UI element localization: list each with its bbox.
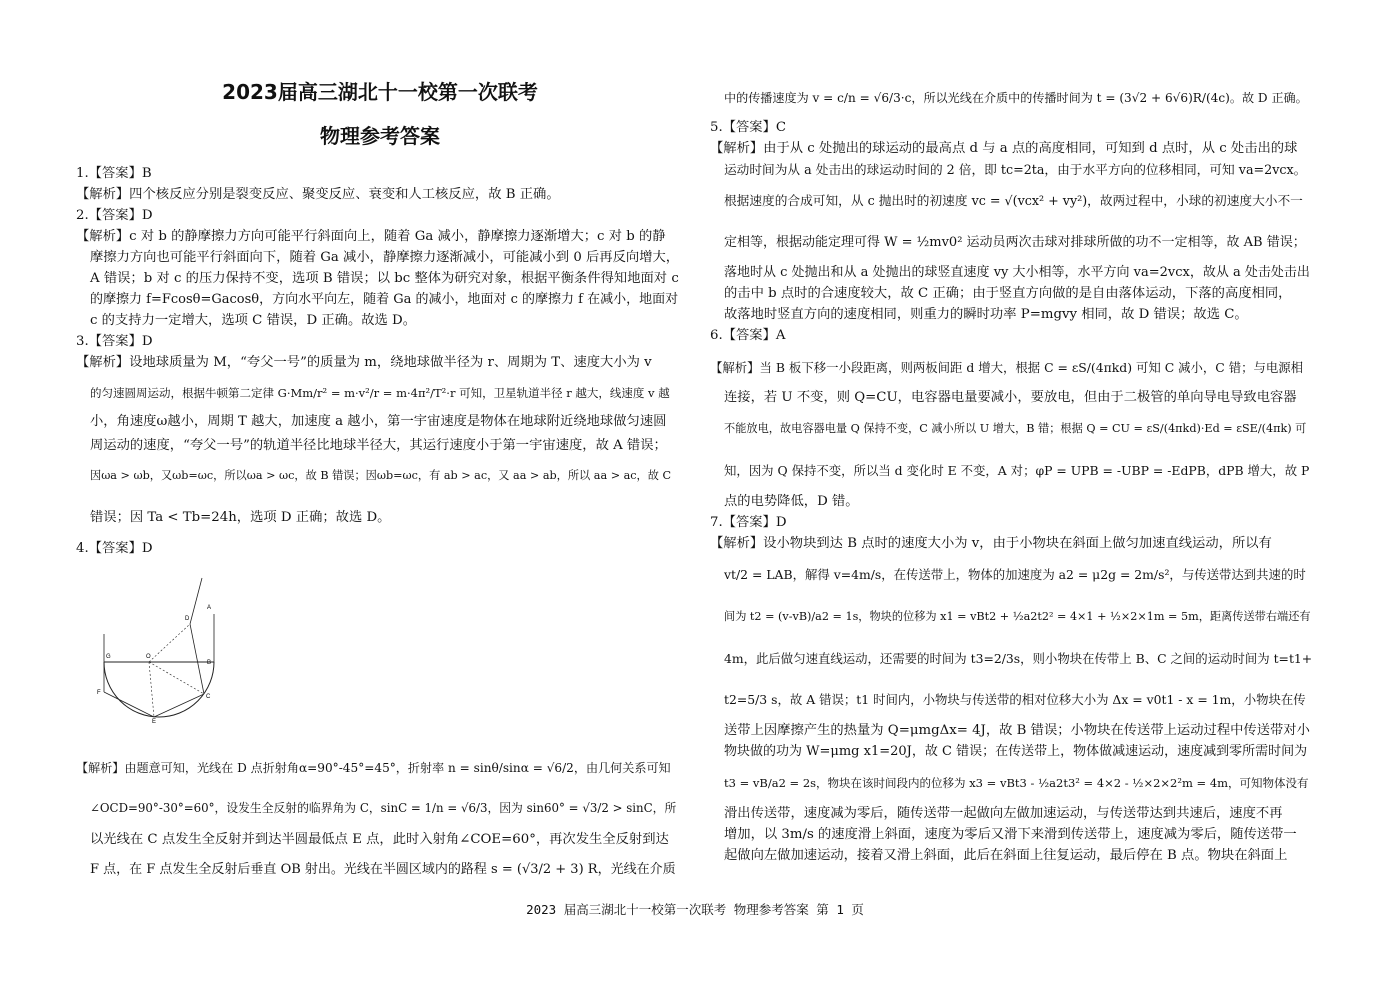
text-line: 小，角速度ω越小，周期 T 越大，加速度 a 越小，第一宇宙速度是物体在地球附近绕地球做匀速圆 xyxy=(90,414,667,429)
text-line: 6.【答案】A xyxy=(710,328,786,343)
text-line: t3 = vB/a2 = 2s，物块在该时间段内的位移为 x3 = vBt3 - ½a2t3² = 4×2 - ½×2×2²m = 4m，可知物体没有 xyxy=(724,776,1309,790)
text-line: 3.【答案】D xyxy=(76,334,153,349)
figure-label-d: D xyxy=(185,616,190,622)
semicircle-optics-figure xyxy=(94,574,224,724)
text-line: 【解析】由于从 c 处抛出的球运动的最高点 d 与 a 点的高度相同，可知到 d 点时，从 c 处击出的球 xyxy=(710,141,1298,156)
text-line: 点的电势降低，D 错。 xyxy=(724,494,859,509)
figure-label-b: B xyxy=(207,660,212,666)
text-line: 因ωa > ωb，又ωb=ωc，所以ωa > ωc，故 B 错误；因ωb=ωc，有 ab > ac，又 aa > ab，所以 aa > ac，故 C xyxy=(90,469,672,482)
text-line: F 点，在 F 点发生全反射后垂直 OB 射出。光线在半圆区域内的路程 s = (√3/2 + 3) R，光线在介质 xyxy=(90,862,676,877)
text-line: 的摩擦力 f=Fcosθ=Gacosθ，方向水平向左，随着 Ga 的减小，地面对 c 的摩擦力 f 在减小，地面对 xyxy=(90,292,679,307)
text-line: t2=5/3 s，故 A 错误；t1 时间内，小物块与传送带的相对位移大小为 Δx = v0t1 - x = 1m，小物块在传 xyxy=(724,692,1306,707)
text-line: 定相等，根据动能定理可得 W = ½mv0² 运动员两次击球对排球所做的功不一定相等，故 AB 错误； xyxy=(724,235,1306,250)
text-line: 落地时从 c 处抛出和从 a 处抛出的球竖直速度 vy 大小相等，水平方向 va=2vcx，故从 a 处击处击出 xyxy=(724,265,1310,280)
text-line: 【解析】设地球质量为 M，“夸父一号”的质量为 m，绕地球做半径为 r、周期为 T、速度大小为 v xyxy=(76,355,652,370)
text-line: 中的传播速度为 v = c/n = √6/3·c，所以光线在介质中的传播时间为 t = (3√2 + 6√6)R/(4c)。故 D 正确。 xyxy=(724,91,1308,105)
page-footer: 2023 届高三湖北十一校第一次联考 物理参考答案 第 1 页 xyxy=(526,902,864,917)
text-line: c 的支持力一定增大，选项 C 错误，D 正确。故选 D。 xyxy=(90,313,417,328)
text-line: vt/2 = LAB，解得 v=4m/s，在传送带上，物体的加速度为 a2 = μ2g = 2m/s²，与传送带达到共速的时 xyxy=(724,567,1306,582)
text-line: 以光线在 C 点发生全反射并到达半圆最低点 E 点，此时入射角∠COE=60°，再次发生全反射到达 xyxy=(90,832,669,847)
figure-label-g: G xyxy=(106,654,111,660)
text-line: 不能放电，故电容器电量 Q 保持不变，C 减小所以 U 增大，B 错；根据 Q = CU = εS/(4πkd)·Ed = εSE/(4πk) 可 xyxy=(724,422,1307,435)
figure-label-o: O xyxy=(146,654,151,660)
page-title: 2023届高三湖北十一校第一次联考 xyxy=(222,80,538,104)
text-line: 间为 t2 = (v-vB)/a2 = 1s，物块的位移为 x1 = vBt2 + ½a2t2² = 4×1 + ½×2×1m = 5m，距离传送带右端还有 xyxy=(724,610,1311,623)
text-line: 物块做的功为 W=μmg x1=20J，故 C 错误；在传送带上，物体做减速运动，速度减到零所需时间为 xyxy=(724,744,1308,759)
text-line: 连接，若 U 不变，则 Q=CU，电容器电量要减小，要放电，但由于二极管的单向导电导致电容器 xyxy=(724,390,1297,405)
figure-label-f: F xyxy=(97,690,101,696)
text-line: 摩擦力方向也可能平行斜面向下，随着 Ga 减小，静摩擦力逐渐减小，可能减小到 0 后再反向增大， xyxy=(90,250,680,265)
text-line: 周运动的速度，“夸父一号”的轨道半径比地球半径大，其运行速度小于第一宇宙速度，故 A 错误； xyxy=(90,438,667,453)
text-line: 错误；因 Ta < Tb=24h，选项 D 正确；故选 D。 xyxy=(90,510,391,525)
figure-label-e: E xyxy=(152,719,157,724)
text-line: 2.【答案】D xyxy=(76,208,153,223)
text-line: 【解析】由题意可知，光线在 D 点折射角α=90°-45°=45°，折射率 n = sinθ/sinα = √6/2，由几何关系可知 xyxy=(76,761,671,775)
text-line: 增加，以 3m/s 的速度滑上斜面，速度为零后又滑下来滑到传送带上，速度减为零后，随传送带一 xyxy=(724,827,1297,842)
text-line: 故落地时竖直方向的速度相同，则重力的瞬时功率 P=mgvy 相同，故 D 错误；故选 C。 xyxy=(724,307,1248,322)
text-line: 起做向左做加速运动，接着又滑上斜面，此后在斜面上往复运动，最后停在 B 点。物块在斜面上 xyxy=(724,848,1288,863)
text-line: 的匀速圆周运动，根据牛顿第二定律 G·Mm/r² = m·v²/r = m·4π²/T²·r 可知，卫星轨道半径 r 越大，线速度 v 越 xyxy=(90,386,670,400)
text-line: 【解析】四个核反应分别是裂变反应、聚变反应、衰变和人工核反应，故 B 正确。 xyxy=(76,187,560,202)
text-line: 送带上因摩擦产生的热量为 Q=μmgΔx= 4J，故 B 错误；小物块在传送带上运动过程中传送带对小 xyxy=(724,723,1310,738)
text-line: 运动时间为从 a 处击出的球运动时间的 2 倍，即 tc=2ta，由于水平方向的位移相同，可知 va=2vcx。 xyxy=(724,162,1307,177)
text-line: 知，因为 Q 保持不变，所以当 d 变化时 E 不变，A 对；φP = UPB = -UBP = -EdPB，dPB 增大，故 P xyxy=(724,463,1310,478)
text-line: 【解析】c 对 b 的静摩擦力方向可能平行斜面向上，随着 Ga 减小，静摩擦力逐渐增大；c 对 b 的静 xyxy=(76,229,666,244)
text-line: 4m，此后做匀速直线运动，还需要的时间为 t3=2/3s，则小物块在传带上 B、C 之间的运动时间为 t=t1+ xyxy=(724,651,1313,666)
text-line: 【解析】设小物块到达 B 点时的速度大小为 v，由于小物块在斜面上做匀加速直线运动，所以有 xyxy=(710,536,1272,551)
page-subtitle: 物理参考答案 xyxy=(320,124,440,148)
text-line: ∠OCD=90°-30°=60°，设发生全反射的临界角为 C，sinC = 1/n = √6/3，因为 sin60° = √3/2 > sinC，所 xyxy=(90,801,677,815)
figure-label-c: C xyxy=(206,694,211,700)
text-line: A 错误；b 对 c 的压力保持不变，选项 B 错误；以 bc 整体为研究对象，根据平衡条件得知地面对 c xyxy=(90,271,679,286)
text-line: 1.【答案】B xyxy=(76,166,152,181)
text-line: 7.【答案】D xyxy=(710,515,787,530)
text-line: 滑出传送带，速度减为零后，随传送带一起做向左做加速运动，与传送带达到共速后，速度不再 xyxy=(724,806,1283,821)
text-line: 的击中 b 点时的合速度较大，故 C 正确；由于竖直方向做的是自由落体运动，下落的高度相同， xyxy=(724,286,1292,301)
figure-label-a: A xyxy=(207,605,212,611)
text-line: 4.【答案】D xyxy=(76,541,153,556)
text-line: 【解析】当 B 板下移一小段距离，则两板间距 d 增大，根据 C = εS/(4πkd) 可知 C 减小，C 错；与电源相 xyxy=(710,360,1304,375)
text-line: 根据速度的合成可知，从 c 抛出时的初速度 vc = √(vcx² + vy²)，故两过程中，小球的初速度大小不一 xyxy=(724,193,1303,208)
text-line: 5.【答案】C xyxy=(710,120,787,135)
